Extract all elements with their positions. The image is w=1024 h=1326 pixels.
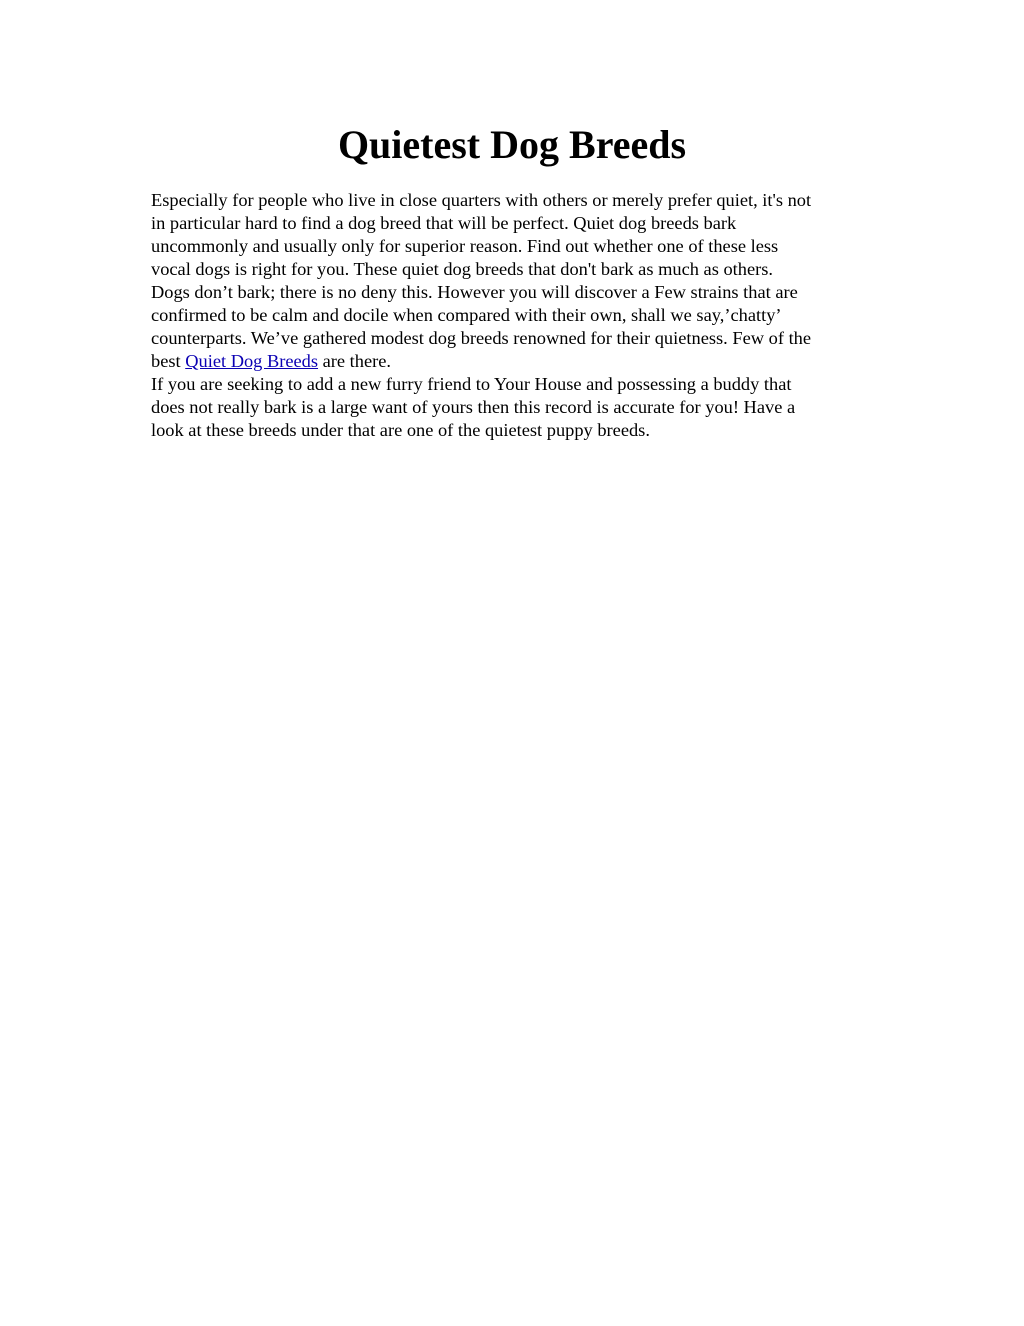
link-line-after: are there. xyxy=(318,351,392,371)
text-line-4: vocal dogs is right for you. These quiet dog breeds that don't bark as much as others. xyxy=(151,259,773,279)
text-line-9: If you are seeking to add a new furry friend to Your House and possessing a buddy that xyxy=(151,374,792,394)
text-line-5: Dogs don’t bark; there is no deny this. However you will discover a Few strains that are xyxy=(151,282,798,302)
page-title: Quietest Dog Breeds xyxy=(337,122,687,167)
link-line-before: best xyxy=(151,351,186,371)
text-line-1: Especially for people who live in close quarters with others or merely prefer quiet, it's not xyxy=(151,190,812,210)
text-line-6: confirmed to be calm and docile when compared with their own, shall we say,’chatty’ xyxy=(151,305,782,325)
text-line-3: uncommonly and usually only for superior reason. Find out whether one of these less xyxy=(151,236,779,256)
text-line-2: in particular hard to find a dog breed that will be perfect. Quiet dog breeds bark xyxy=(151,213,737,233)
text-line-8 xyxy=(151,350,891,373)
body-text xyxy=(151,189,891,442)
text-line-10: does not really bark is a large want of yours then this record is accurate for you! Have a xyxy=(151,397,796,417)
quiet-dog-breeds-link[interactable]: Quiet Dog Breeds xyxy=(185,351,319,371)
text-line-11: look at these breeds under that are one of the quietest puppy breeds. xyxy=(151,420,650,440)
text-line-7: counterparts. We’ve gathered modest dog breeds renowned for their quietness. Few of the xyxy=(151,328,812,348)
